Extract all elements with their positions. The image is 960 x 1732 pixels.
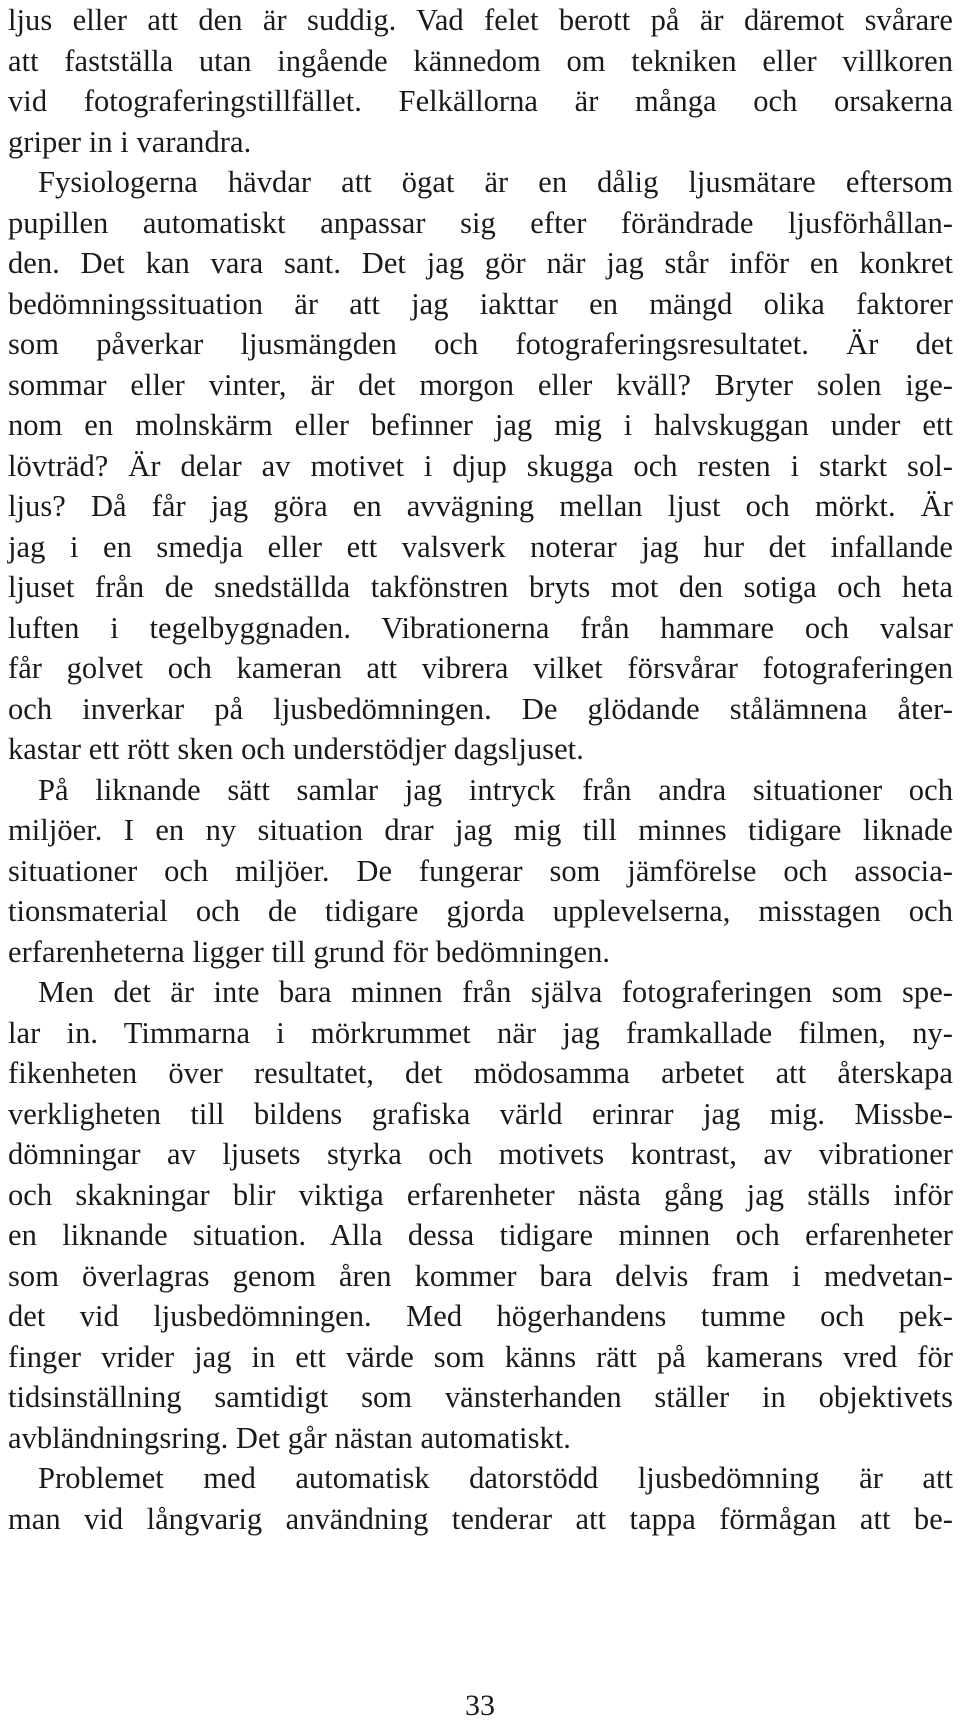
text-line: tionsmaterial och de tidigare gjorda upplevelserna, misstagen och [8, 894, 953, 928]
text-line: pupillen automatiskt anpassar sig efter förändrade ljusförhållan- [8, 205, 953, 240]
text-line: lar in. Timmarna i mörkrummet när jag framkallade filmen, ny- [8, 1015, 953, 1050]
text-line: lövträd? Är delar av motivet i djup skugga och resten i starkt sol- [8, 448, 953, 483]
text-line: ljus? Då får jag göra en avvägning mellan ljust och mörkt. Är [8, 489, 953, 523]
text-line: dömningar av ljusets styrka och motivets kontrast, av vibrationer [8, 1137, 953, 1171]
text-line: fikenheten över resultatet, det mödosamma arbetet att återskapa [8, 1056, 953, 1090]
text-line: griper in i varandra. [8, 124, 252, 159]
text-line: ljuset från de snedställda takfönstren bryts mot den sotiga och heta [8, 570, 953, 604]
text-line: Fysiologerna hävdar att ögat är en dålig ljusmätare eftersom [38, 165, 953, 199]
text-line: och inverkar på ljusbedömningen. De glödande stålämnena åter- [8, 691, 953, 726]
text-line: jag i en smedja eller ett valsverk noterar jag hur det infallande [8, 529, 953, 564]
text-line: avbländningsring. Det går nästan automatiskt. [8, 1420, 571, 1455]
text-line: kastar ett rött sken och understödjer dagsljuset. [8, 732, 584, 766]
text-line: luften i tegelbyggnaden. Vibrationerna från hammare och valsar [8, 610, 953, 645]
text-line: får golvet och kameran att vibrera vilket försvårar fotograferingen [8, 651, 953, 685]
text-line: ljus eller att den är suddig. Vad felet berott på är däremot svårare [8, 3, 953, 37]
text-line: sommar eller vinter, är det morgon eller kväll? Bryter solen ige- [8, 367, 953, 402]
text-line: som överlagras genom åren kommer bara delvis fram i medvetan- [8, 1258, 953, 1293]
text-line: vid fotograferingstillfället. Felkällorna är många och orsakerna [8, 84, 953, 118]
text-line: verkligheten till bildens grafiska värld erinrar jag mig. Missbe- [8, 1096, 953, 1131]
text-line: det vid ljusbedömningen. Med högerhandens tumme och pek- [8, 1299, 953, 1333]
text-line: en liknande situation. Alla dessa tidigare minnen och erfarenheter [8, 1218, 953, 1252]
text-line: situationer och miljöer. De fungerar som jämförelse och associa- [8, 853, 953, 888]
text-line: som påverkar ljusmängden och fotograferingsresultatet. Är det [8, 327, 953, 361]
text-line: att fastställa utan ingående kännedom om tekniken eller villkoren [8, 43, 953, 78]
text-line: finger vrider jag in ett värde som känns rätt på kamerans vred för [8, 1339, 953, 1374]
text-line: bedömningssituation är att jag iakttar en mängd olika faktorer [8, 286, 953, 321]
text-line: Men det är inte bara minnen från själva fotograferingen som spe- [38, 975, 953, 1009]
text-line: Problemet med automatisk datorstödd ljusbedömning är att [38, 1461, 953, 1495]
text-line: den. Det kan vara sant. Det jag gör när jag står inför en konkret [8, 246, 953, 280]
text-line: På liknande sätt samlar jag intryck från andra situationer och [38, 772, 953, 807]
text-line: tidsinställning samtidigt som vänsterhanden ställer in objektivets [8, 1380, 953, 1414]
text-line: erfarenheterna ligger till grund för bedömningen. [8, 934, 611, 969]
body-text [8, 0, 953, 1539]
text-line: man vid långvarig användning tenderar att tappa förmågan att be- [8, 1501, 953, 1536]
page-number: 33 [465, 1689, 495, 1722]
text-line: nom en molnskärm eller befinner jag mig i halvskuggan under ett [8, 408, 953, 442]
text-line: och skakningar blir viktiga erfarenheter nästa gång jag ställs inför [8, 1177, 953, 1212]
text-line: miljöer. I en ny situation drar jag mig till minnes tidigare liknade [8, 813, 953, 847]
